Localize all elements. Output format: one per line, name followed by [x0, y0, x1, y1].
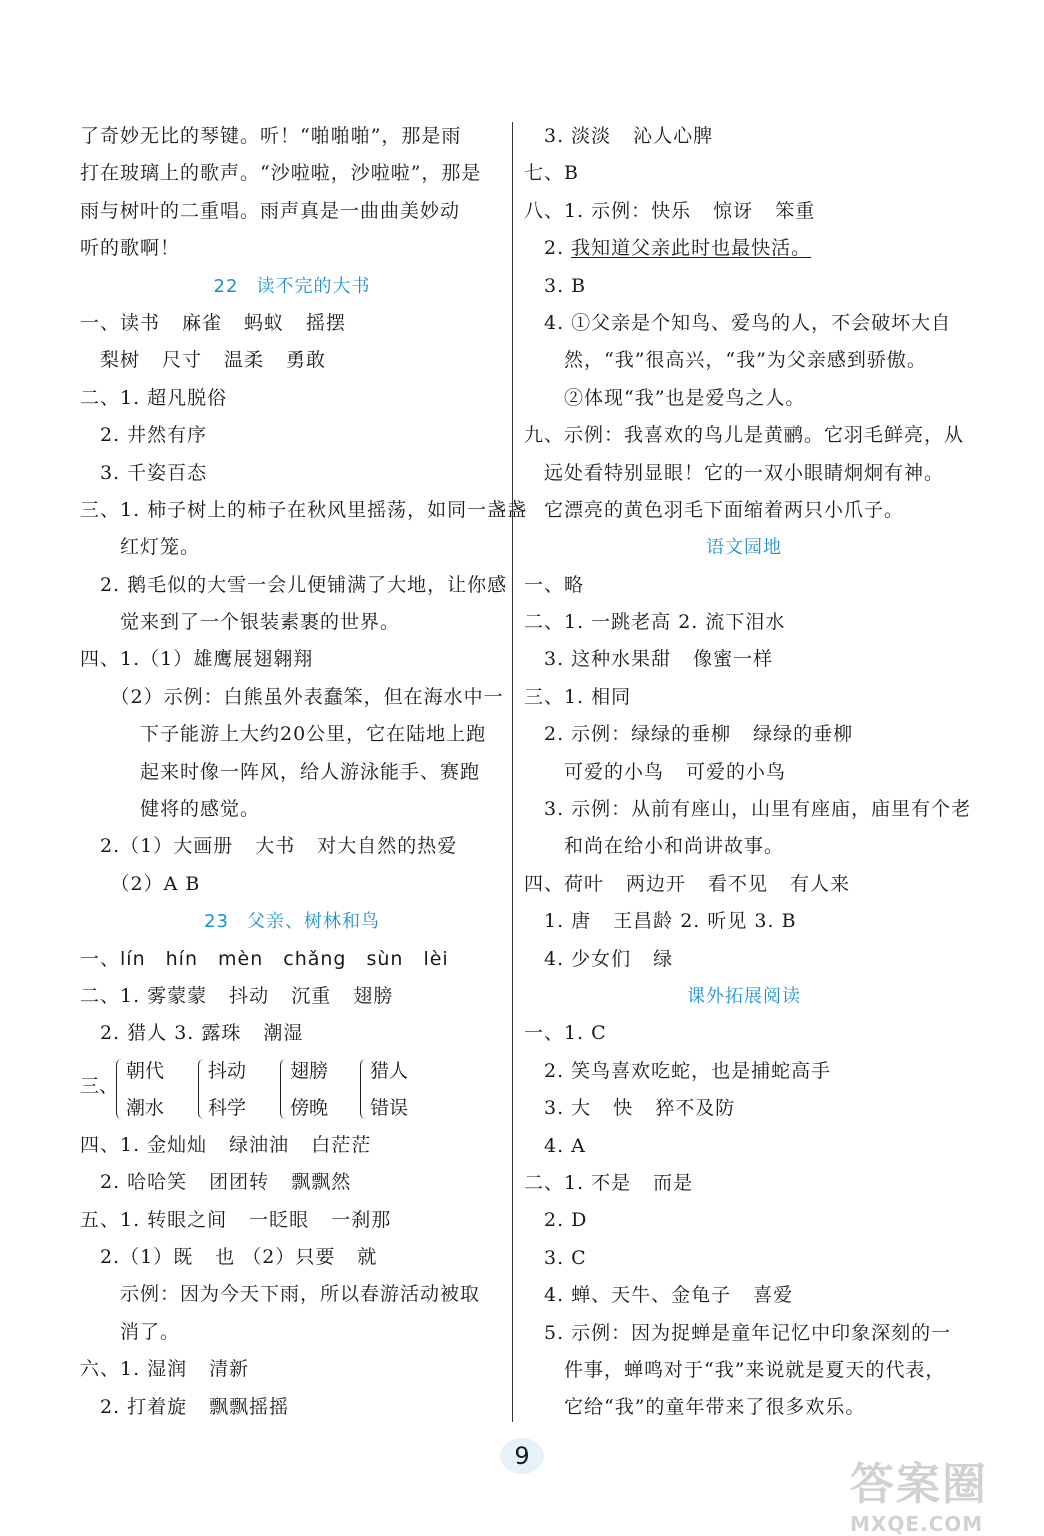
answer-line	[524, 941, 964, 978]
answer-text: 飘飘摇摇	[209, 1395, 290, 1418]
answer-text: 沉重	[291, 984, 332, 1007]
left-column	[80, 118, 528, 1426]
answer-text: 可爱的小鸟	[686, 760, 787, 783]
watermark-logo: 答案圈 MXQE.COM	[850, 1459, 988, 1536]
answer-line	[524, 230, 964, 267]
answer-text: 2. 示例：绿绿的垂柳	[524, 723, 732, 746]
answer-line	[524, 1315, 964, 1352]
answer-text: 也 （2）只要	[215, 1245, 336, 1268]
answer-text: 二、1. 不是	[524, 1171, 632, 1194]
word-pair-group	[370, 1053, 408, 1127]
word-pair-group	[290, 1053, 328, 1127]
answer-text: 健将的感觉。	[80, 798, 261, 821]
answer-line: 听的歌啊！	[80, 237, 181, 260]
answer-line	[524, 866, 964, 903]
answer-text: 2. 打着旋	[80, 1395, 188, 1418]
answer-text: 4. ①父亲是个知鸟、爱鸟的人，不会破坏大自	[524, 311, 952, 334]
answer-line	[80, 1015, 504, 1052]
word-text: 潮水	[126, 1096, 165, 1119]
answer-line	[524, 1352, 964, 1389]
answer-text: 绿	[653, 947, 674, 970]
answer-text: 惊讶	[713, 199, 754, 222]
word-text: 科学	[208, 1096, 247, 1119]
answer-line	[80, 342, 504, 379]
answer-text: 二、1. 雾蒙蒙	[80, 984, 208, 1007]
answer-text: 2. D	[524, 1209, 588, 1232]
pinyin-text: lèi	[423, 947, 449, 970]
underlined-answer: 我知道父亲此时也最快活。	[571, 237, 812, 260]
section-title-text: 语文园地	[706, 537, 782, 559]
answer-text: 喜爱	[753, 1284, 794, 1307]
answer-text: 一、1. C	[524, 1022, 607, 1045]
answer-line	[524, 1053, 964, 1090]
answer-text: 四、1. 金灿灿	[80, 1133, 208, 1156]
answer-text: （2）示例：白熊虽外表蠢笨，但在海水中一	[80, 685, 504, 708]
answer-text: 七、B	[524, 162, 579, 185]
word-text: 傍晚	[290, 1096, 329, 1119]
answer-text: 绿油油	[229, 1133, 290, 1156]
word-pair-brace-block	[80, 1053, 504, 1127]
answer-text: 和尚在给小和尚讲故事。	[524, 835, 785, 858]
answer-text: 3. B	[524, 274, 587, 297]
answer-text: 它给“我”的童年带来了很多欢乐。	[524, 1396, 866, 1419]
brace-icon	[360, 1059, 368, 1119]
answer-line	[80, 754, 504, 791]
answer-text: 九、示例：我喜欢的鸟儿是黄鹂。它羽毛鲜亮，从	[524, 424, 965, 447]
answer-text: 一刹那	[331, 1208, 392, 1231]
answer-text: 3. C	[524, 1246, 587, 1269]
extended-reading-heading	[524, 978, 964, 1015]
answer-line	[524, 1165, 964, 1202]
answer-text: 2.（1）既	[80, 1245, 194, 1268]
answer-line	[80, 305, 504, 342]
answer-text: 沁人心脾	[633, 125, 714, 147]
answer-line	[80, 791, 504, 828]
answer-line	[80, 866, 504, 903]
right-column	[524, 118, 972, 1427]
answer-line	[524, 828, 964, 865]
answer-line	[524, 268, 964, 305]
answer-text: 一、读书	[80, 311, 161, 334]
lesson-number: 22	[213, 275, 239, 297]
pinyin-text: lín	[120, 947, 146, 970]
answer-text: 大书	[255, 835, 296, 858]
answer-text: 尺寸	[162, 349, 203, 372]
answer-text: 下子能游上大约20公里，它在陆地上跑	[80, 723, 487, 746]
answer-line: 雨与树叶的二重唱。雨声真是一曲曲美妙动	[80, 199, 461, 222]
answer-text: 可爱的小鸟	[524, 760, 665, 783]
answer-line	[80, 1164, 504, 1201]
answer-text: 件事，蝉鸣对于“我”来说就是夏天的代表，	[524, 1358, 946, 1381]
answer-line	[80, 679, 504, 716]
answer-text: 2. 笑鸟喜欢吃蛇，也是捕蛇高手	[524, 1059, 832, 1082]
answer-text: 5. 示例：因为捉蝉是童年记忆中印象深刻的一	[524, 1321, 952, 1344]
answer-line	[80, 1389, 504, 1426]
answer-line	[524, 716, 964, 753]
answer-text: 觉来到了一个银装素裹的世界。	[80, 611, 401, 634]
answer-text: 翅膀	[353, 984, 394, 1007]
answer-text: 2.（1）大画册	[80, 835, 234, 858]
answer-line	[524, 791, 972, 828]
answer-text: 就	[357, 1245, 378, 1268]
answer-text: （2）A B	[80, 872, 201, 895]
answer-text: 4. A	[524, 1134, 586, 1157]
column-divider	[512, 122, 513, 1422]
answer-text: 1. 唐	[524, 910, 592, 933]
answer-line	[80, 1202, 504, 1239]
answer-line	[524, 342, 964, 379]
answer-text: 三、1. 相同	[524, 685, 632, 708]
answer-text: 起来时像一阵风，给人游泳能手、赛跑	[80, 760, 481, 783]
answer-line	[80, 1239, 504, 1276]
lesson-number: 23	[204, 911, 229, 933]
answer-line	[80, 380, 504, 417]
answer-line	[524, 492, 964, 529]
word-text: 翅膀	[290, 1059, 329, 1082]
answer-text: 两边开	[626, 872, 687, 895]
answer-text: 抖动	[229, 984, 270, 1007]
question-label: 一、	[80, 947, 121, 970]
answer-text: 温柔	[224, 349, 265, 372]
answer-line	[80, 1314, 504, 1351]
answer-text: 八、1. 示例：快乐	[524, 199, 692, 222]
pinyin-text: sùn	[366, 947, 404, 970]
answer-text: 它漂亮的黄色羽毛下面缩着两只小爪子。	[524, 498, 905, 521]
brace-icon	[280, 1059, 288, 1119]
answer-line	[524, 118, 964, 155]
pinyin-text: hín	[165, 947, 198, 970]
answer-line	[80, 529, 504, 566]
answer-text: 4. 蝉、天牛、金龟子	[524, 1284, 732, 1307]
answer-text: 3. 这种水果甜	[524, 648, 672, 671]
answer-line	[80, 417, 504, 454]
answer-line	[524, 455, 964, 492]
answer-line	[524, 604, 964, 641]
question-label: 三、	[80, 1074, 119, 1097]
answer-line	[80, 492, 528, 529]
answer-text: 笨重	[775, 199, 816, 222]
answer-text: 五、1. 转眼之间	[80, 1208, 228, 1231]
answer-line	[524, 155, 964, 192]
chinese-garden-heading	[524, 529, 964, 566]
answer-line	[524, 305, 964, 342]
lesson-23-heading	[80, 903, 504, 940]
answer-text: 而是	[653, 1171, 694, 1194]
brace-icon	[116, 1059, 124, 1119]
answer-line	[524, 1128, 964, 1165]
answer-text: 四、荷叶	[524, 872, 605, 895]
answer-line: 打在玻璃上的歌声。“沙啦啦，沙啦啦”，那是	[80, 162, 482, 185]
answer-text: 团团转	[209, 1171, 270, 1194]
answer-line	[80, 455, 504, 492]
pinyin-text: mèn	[218, 947, 264, 970]
word-pair-group	[208, 1053, 246, 1127]
answer-text: 一眨眼	[249, 1208, 310, 1231]
answer-text: 看不见	[708, 872, 769, 895]
answer-line	[80, 978, 504, 1015]
answer-text: 梨树	[80, 349, 141, 372]
answer-text: 白茫茫	[311, 1133, 372, 1156]
answer-text: 2. 猎人 3. 露珠	[80, 1022, 242, 1045]
answer-text: 潮湿	[263, 1022, 304, 1045]
word-pair-group	[126, 1053, 164, 1127]
answer-text: 麻雀	[182, 311, 223, 334]
word-text: 错误	[370, 1096, 409, 1119]
answer-text: 六、1. 湿润	[80, 1358, 188, 1381]
section-title-text: 课外拓展阅读	[687, 985, 801, 1007]
answer-text: 二、1. 一跳老高 2. 流下泪水	[524, 611, 786, 634]
answer-line	[524, 1277, 964, 1314]
answer-line	[524, 754, 964, 791]
answer-line	[80, 828, 504, 865]
answer-text: 2. 井然有序	[80, 424, 208, 447]
answer-text: 红灯笼。	[80, 536, 201, 559]
answer-line	[524, 567, 964, 604]
answer-text: 二、1. 超凡脱俗	[80, 386, 228, 409]
brace-icon	[198, 1059, 206, 1119]
answer-text: 示例：因为今天下雨，所以春游活动被取	[80, 1283, 481, 1306]
answer-line	[80, 1127, 504, 1164]
answer-line	[524, 641, 964, 678]
answer-text: 3. 千姿百态	[80, 461, 208, 484]
answer-text: 3. 大	[524, 1097, 592, 1120]
answer-text: 一、略	[524, 573, 585, 596]
answer-line	[80, 1351, 504, 1388]
answer-line	[524, 1090, 964, 1127]
answer-text: 王昌龄 2. 听见 3. B	[613, 910, 797, 933]
answer-text: 绿绿的垂柳	[753, 723, 854, 746]
answer-text: 有人来	[790, 872, 851, 895]
answer-line	[80, 641, 504, 678]
pinyin-text: chǎng	[283, 947, 347, 970]
answer-text: 蚂蚁	[244, 311, 285, 334]
answer-text: 远处看特别显眼！它的一双小眼睛炯炯有神。	[524, 461, 945, 484]
answer-text: 3. 示例：从前有座山，山里有座庙，庙里有个老	[524, 798, 972, 821]
answer-line	[524, 417, 964, 454]
word-text: 朝代	[126, 1059, 165, 1082]
answer-line	[524, 903, 964, 940]
word-text: 抖动	[208, 1059, 247, 1082]
answer-line	[524, 1389, 964, 1426]
answer-text: 勇敢	[286, 349, 327, 372]
answer-text: ②体现“我”也是爱鸟之人。	[524, 386, 806, 409]
answer-text: 三、1. 柿子树上的柿子在秋风里摇荡，如同一盏盏	[80, 498, 528, 521]
answer-text: 清新	[209, 1358, 250, 1381]
word-text: 猎人	[370, 1059, 409, 1082]
answer-line	[524, 1240, 964, 1277]
answer-text: 4. 少女们	[524, 947, 632, 970]
answer-line	[80, 567, 508, 604]
answer-line	[524, 1202, 964, 1239]
section-title-text: 读不完的大书	[256, 275, 371, 297]
lesson-22-heading	[80, 268, 504, 305]
answer-line: 了奇妙无比的琴键。听！“啪啪啪”，那是雨	[80, 125, 462, 147]
answer-text: 猝不及防	[655, 1097, 736, 1120]
answer-line	[524, 193, 964, 230]
answer-line	[524, 1015, 964, 1052]
answer-text: 像蜜一样	[693, 648, 774, 671]
answer-text: 消了。	[80, 1320, 181, 1343]
page-number: 9	[514, 1442, 530, 1470]
answer-line	[80, 716, 504, 753]
answer-text: 2. 哈哈笑	[80, 1171, 188, 1194]
answer-text: 2.	[524, 237, 572, 260]
answer-text: 四、1.（1）雄鹰展翅翱翔	[80, 648, 314, 671]
pinyin-answer-line	[80, 941, 504, 978]
answer-text: 摇摆	[306, 311, 347, 334]
answer-line	[524, 679, 964, 716]
answer-text: 飘飘然	[291, 1171, 352, 1194]
answer-text: 对大自然的热爱	[317, 835, 458, 858]
answer-text: 然，“我”很高兴，“我”为父亲感到骄傲。	[524, 349, 927, 372]
answer-line	[524, 380, 964, 417]
answer-text: 3. 淡淡	[524, 125, 612, 147]
section-title-text: 父亲、树林和鸟	[246, 911, 380, 933]
answer-text: 快	[613, 1097, 634, 1120]
answer-line	[80, 1276, 504, 1313]
answer-text: 2. 鹅毛似的大雪一会儿便铺满了大地，让你感	[80, 573, 508, 596]
answer-line	[80, 604, 504, 641]
